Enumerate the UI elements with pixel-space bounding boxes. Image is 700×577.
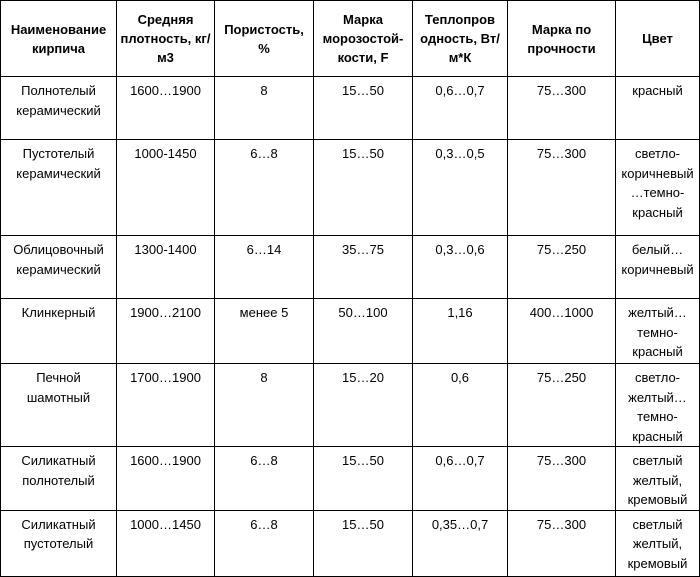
cell-color: светло-желтый… темно-красный [616, 364, 700, 447]
cell-porosity: 6…8 [215, 510, 314, 576]
cell-strength-grade: 75…300 [508, 140, 616, 236]
cell-color: красный [616, 77, 700, 140]
table-row [1, 236, 700, 299]
cell-frost-resistance: 15…50 [314, 447, 413, 511]
table-row [1, 447, 700, 511]
header-color: Цвет [616, 1, 700, 77]
cell-thermal-conductivity: 0,35…0,7 [413, 510, 508, 576]
cell-porosity: менее 5 [215, 299, 314, 364]
cell-name: Облицовочный керамический [1, 236, 117, 299]
cell-thermal-conductivity: 0,6…0,7 [413, 447, 508, 511]
header-name: Наименование кирпича [1, 1, 117, 77]
table-row [1, 364, 700, 447]
cell-density: 1000…1450 [117, 510, 215, 576]
cell-color: белый… коричневый [616, 236, 700, 299]
cell-name: Клинкерный [1, 299, 117, 364]
cell-strength-grade: 75…250 [508, 236, 616, 299]
cell-color: светло-коричневый …темно-красный [616, 140, 700, 236]
cell-name: Силикатный полнотелый [1, 447, 117, 511]
table-row [1, 77, 700, 140]
cell-name: Полнотелый керамический [1, 77, 117, 140]
cell-porosity: 6…8 [215, 140, 314, 236]
cell-color: светлый желтый, кремовый [616, 510, 700, 576]
cell-porosity: 8 [215, 364, 314, 447]
cell-name: Пустотелый керамический [1, 140, 117, 236]
cell-thermal-conductivity: 0,6 [413, 364, 508, 447]
cell-name: Печной шамотный [1, 364, 117, 447]
cell-frost-resistance: 50…100 [314, 299, 413, 364]
header-thermal-conductivity: Теплопров одность, Вт/м*К [413, 1, 508, 77]
cell-strength-grade: 75…250 [508, 364, 616, 447]
cell-frost-resistance: 15…50 [314, 510, 413, 576]
table-row [1, 510, 700, 576]
header-row [1, 1, 700, 77]
header-frost-resistance: Марка морозостой-кости, F [314, 1, 413, 77]
cell-strength-grade: 400…1000 [508, 299, 616, 364]
cell-density: 1600…1900 [117, 447, 215, 511]
cell-density: 1000-1450 [117, 140, 215, 236]
cell-color: желтый… темно-красный [616, 299, 700, 364]
cell-thermal-conductivity: 0,3…0,6 [413, 236, 508, 299]
cell-frost-resistance: 15…20 [314, 364, 413, 447]
cell-name: Силикатный пустотелый [1, 510, 117, 576]
cell-thermal-conductivity: 1,16 [413, 299, 508, 364]
cell-density: 1900…2100 [117, 299, 215, 364]
cell-density: 1700…1900 [117, 364, 215, 447]
cell-frost-resistance: 35…75 [314, 236, 413, 299]
cell-porosity: 6…8 [215, 447, 314, 511]
table-row [1, 299, 700, 364]
cell-strength-grade: 75…300 [508, 510, 616, 576]
cell-thermal-conductivity: 0,3…0,5 [413, 140, 508, 236]
cell-strength-grade: 75…300 [508, 77, 616, 140]
header-density: Средняя плотность, кг/м3 [117, 1, 215, 77]
cell-porosity: 8 [215, 77, 314, 140]
cell-porosity: 6…14 [215, 236, 314, 299]
table-row [1, 140, 700, 236]
cell-density: 1600…1900 [117, 77, 215, 140]
cell-frost-resistance: 15…50 [314, 140, 413, 236]
header-strength-grade: Марка по прочности [508, 1, 616, 77]
cell-frost-resistance: 15…50 [314, 77, 413, 140]
header-porosity: Пористость, % [215, 1, 314, 77]
cell-density: 1300-1400 [117, 236, 215, 299]
cell-color: светлый желтый, кремовый [616, 447, 700, 511]
cell-strength-grade: 75…300 [508, 447, 616, 511]
cell-thermal-conductivity: 0,6…0,7 [413, 77, 508, 140]
